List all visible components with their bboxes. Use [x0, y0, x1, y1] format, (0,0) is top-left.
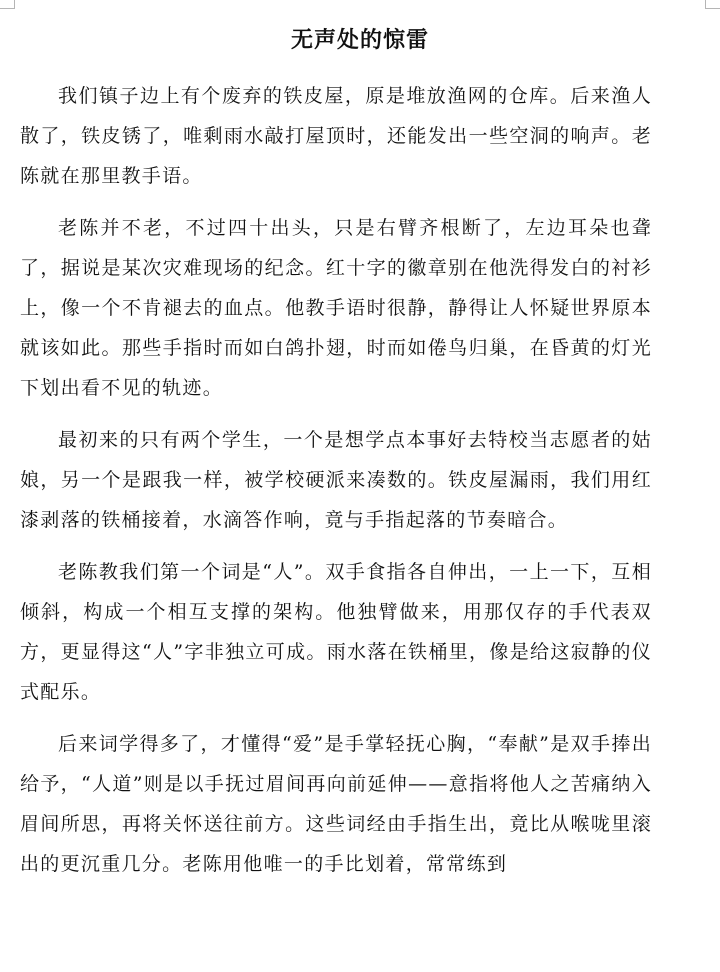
paragraph-2: 老陈并不老，不过四十出头，只是右臂齐根断了，左边耳朵也聋了，据说是某次灾难现场的纪念。红十字的徽章别在他洗得发白的衬衫上，像一个不肯褪去的血点。他教手语时很静，静得让人怀疑世界原本就该如此。那些手指时而如白鸽扑翅，时而如倦鸟归巢，在昏黄的灯光下划出看不见的轨迹。	[20, 217, 652, 399]
paragraph-5: 后来词学得多了，才懂得“爱”是手掌轻抚心胸，“奉献”是双手捧出给予，“人道”则是以手抚过眉间再向前延伸——意指将他人之苦痛纳入眉间所思，再将关怀送往前方。这些词经由手指生出，竟比从喉咙里滚出的更沉重几分。老陈用他唯一的手比划着，常常练到	[20, 733, 652, 875]
paragraph-1: 我们镇子边上有个废弃的铁皮屋，原是堆放渔网的仓库。后来渔人散了，铁皮锈了，唯剩雨水敲打屋顶时，还能发出一些空洞的响声。老陈就在那里教手语。	[20, 85, 652, 187]
paragraph-3: 最初来的只有两个学生，一个是想学点本事好去特校当志愿者的姑娘，另一个是跟我一样，被学校硬派来凑数的。铁皮屋漏雨，我们用红漆剥落的铁桶接着，水滴答作响，竟与手指起落的节奏暗合。	[20, 429, 652, 531]
document-title: 无声处的惊雷	[290, 26, 429, 53]
page-corner-mark-right	[705, 0, 720, 9]
paragraph-4: 老陈教我们第一个词是“人”。双手食指各自伸出，一上一下，互相倾斜，构成一个相互支撑的架构。他独臂做来，用那仅存的手代表双方，更显得这“人”字非独立可成。雨水落在铁桶里，像是给这寂静的仪式配乐。	[20, 561, 652, 703]
document-body	[20, 76, 652, 884]
page-corner-mark-left	[0, 0, 15, 9]
